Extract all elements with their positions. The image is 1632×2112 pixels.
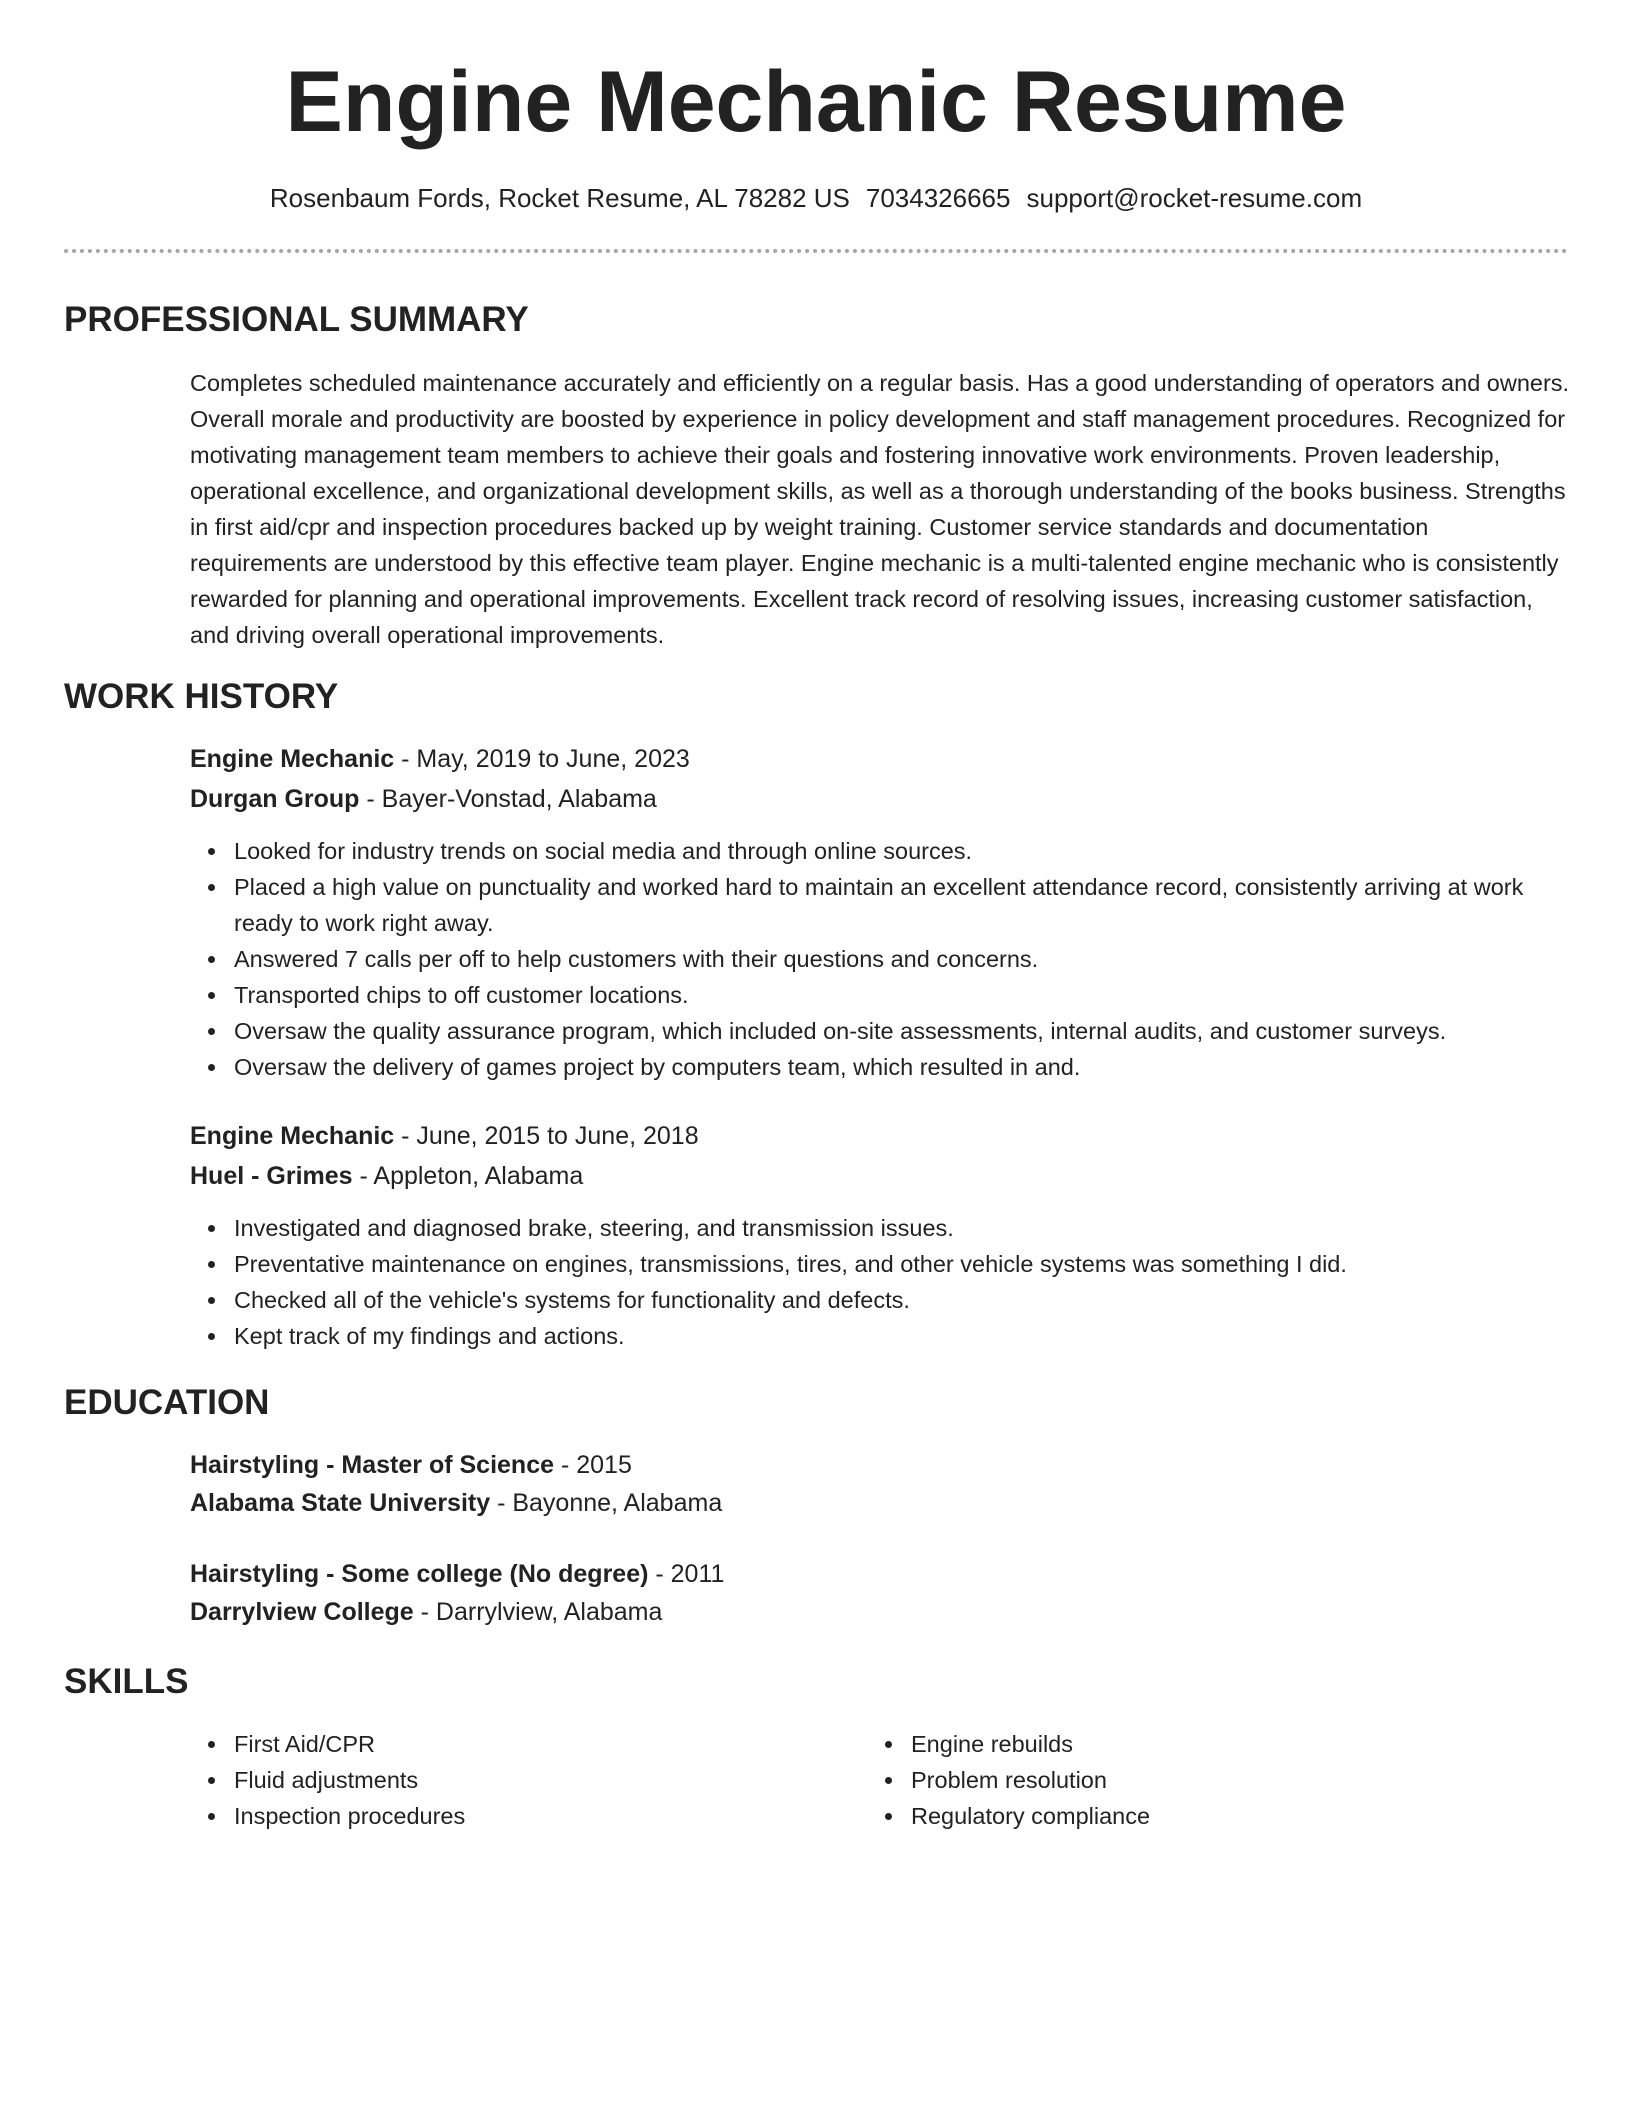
list-item: Looked for industry trends on social media and through online sources.: [190, 833, 1570, 869]
edu-2-degree-line: [190, 1556, 724, 1592]
job-location: - Bayer-Vonstad, Alabama: [359, 785, 657, 813]
skill-item: First Aid/CPR: [190, 1726, 850, 1762]
list-item: Oversaw the quality assurance program, which included on-site assessments, internal audits, and customer surveys.: [190, 1013, 1570, 1049]
job-1-bullets: [190, 833, 1570, 1085]
edu-degree: Hairstyling - Some college (No degree): [190, 1560, 649, 1588]
list-item: Preventative maintenance on engines, transmissions, tires, and other vehicle systems was something I did.: [190, 1246, 1570, 1282]
contact-phone: 7034326665: [865, 183, 1011, 213]
job-location: - Appleton, Alabama: [352, 1162, 584, 1190]
edu-location: - Darrylview, Alabama: [413, 1598, 663, 1626]
contact-address: Rosenbaum Fords, Rocket Resume, AL 78282 US: [269, 183, 850, 213]
edu-school: Alabama State University: [190, 1489, 491, 1517]
skill-item: Fluid adjustments: [190, 1762, 850, 1798]
skill-item: Problem resolution: [867, 1762, 1527, 1798]
list-item: Placed a high value on punctuality and worked hard to maintain an excellent attendance record, consistently arriving at work ready to work right away.: [190, 869, 1570, 941]
section-title-education: EDUCATION: [64, 1383, 270, 1422]
job-dates: - May, 2019 to June, 2023: [394, 745, 690, 773]
list-item: Kept track of my findings and actions.: [190, 1318, 1570, 1354]
job-1-title-line: [190, 741, 690, 777]
list-item: Transported chips to off customer locations.: [190, 977, 1570, 1013]
skills-list-left: [190, 1726, 850, 1834]
contact-line: [0, 180, 1632, 216]
edu-year: - 2015: [554, 1451, 632, 1479]
job-role: Engine Mechanic: [190, 1122, 395, 1150]
resume-title: Engine Mechanic Resume: [285, 54, 1347, 150]
edu-year: - 2011: [648, 1560, 725, 1588]
edu-1-degree-line: [190, 1447, 632, 1483]
job-role: Engine Mechanic: [190, 745, 395, 773]
edu-1-school-line: [190, 1485, 722, 1521]
job-2-title-line: [190, 1118, 699, 1154]
edu-school: Darrylview College: [190, 1598, 414, 1626]
list-item: Answered 7 calls per off to help customers with their questions and concerns.: [190, 941, 1570, 977]
skills-list-right: [867, 1726, 1527, 1834]
list-item: Checked all of the vehicle's systems for functionality and defects.: [190, 1282, 1570, 1318]
job-2-bullets: [190, 1210, 1570, 1354]
job-company: Durgan Group: [190, 785, 360, 813]
job-company: Huel - Grimes: [190, 1162, 353, 1190]
edu-2-school-line: [190, 1594, 662, 1630]
section-title-summary: PROFESSIONAL SUMMARY: [64, 300, 529, 339]
list-item: Oversaw the delivery of games project by computers team, which resulted in and.: [190, 1049, 1570, 1085]
summary-text: Completes scheduled maintenance accurately and efficiently on a regular basis. Has a good understanding of operators and owners. Overall morale and productivity are boosted by experience in policy development and staff management procedures. Recognized for motivating management team members to achieve their goals and fostering innovative work environments. Proven leadership, operational excellence, and organizational development skills, as well as a thorough understanding of the books business. Strengths in first aid/cpr and inspection procedures backed up by weight training. Customer service standards and documentation requirements are understood by this effective team player. Engine mechanic is a multi-talented engine mechanic who is consistently rewarded for planning and operational improvements. Excellent track record of resolving issues, increasing customer satisfaction, and driving overall operational improvements.: [190, 370, 1570, 648]
job-1-company-line: [190, 781, 657, 817]
edu-location: - Bayonne, Alabama: [490, 1489, 723, 1517]
job-dates: - June, 2015 to June, 2018: [394, 1122, 699, 1150]
list-item: Investigated and diagnosed brake, steering, and transmission issues.: [190, 1210, 1570, 1246]
skill-item: Inspection procedures: [190, 1798, 850, 1834]
section-title-skills: SKILLS: [64, 1662, 189, 1701]
section-title-work: WORK HISTORY: [64, 677, 339, 716]
contact-email[interactable]: support@rocket-resume.com: [1026, 183, 1363, 213]
header-divider: [64, 249, 1568, 253]
job-2-company-line: [190, 1158, 583, 1194]
skill-item: Engine rebuilds: [867, 1726, 1527, 1762]
edu-degree: Hairstyling - Master of Science: [190, 1451, 555, 1479]
skill-item: Regulatory compliance: [867, 1798, 1527, 1834]
